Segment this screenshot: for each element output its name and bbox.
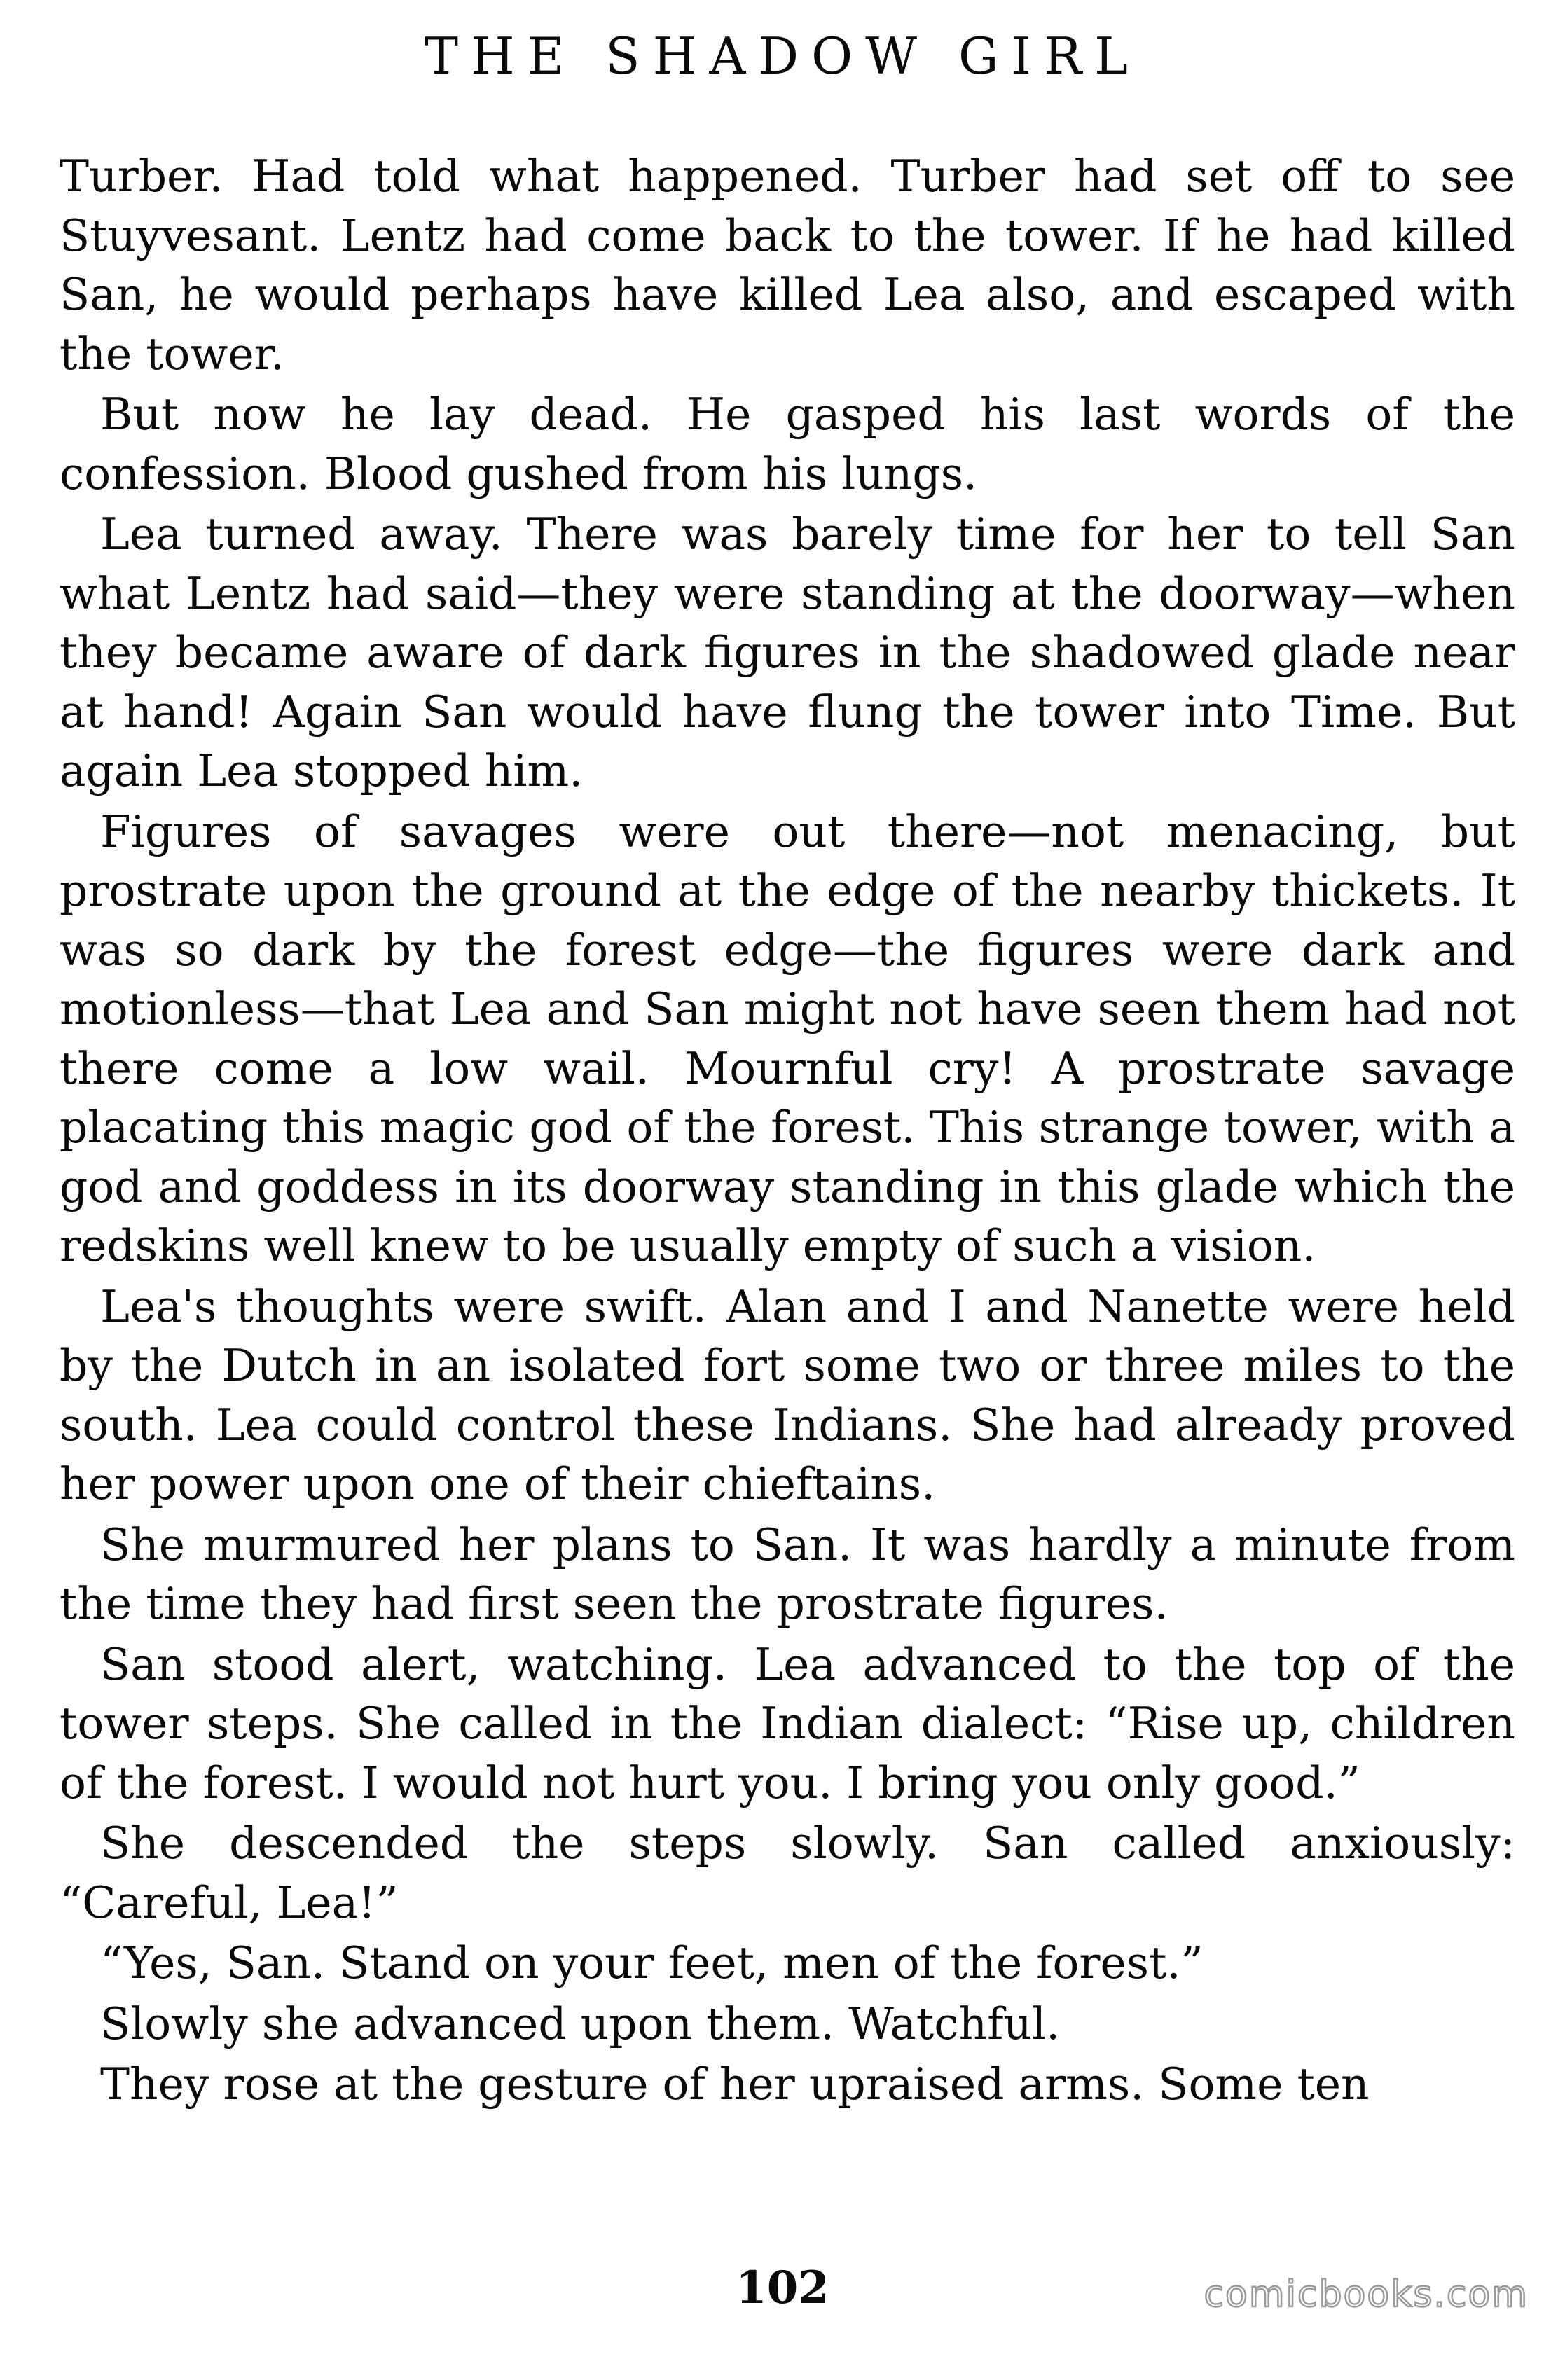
paragraph: She descended the steps slowly. San called anxiously: “Careful, Lea!” — [60, 1818, 1515, 1928]
paragraph: Slowly she advanced upon them. Watchful. — [100, 1998, 1061, 2049]
watermark-logo: comicbooks.com — [1204, 2274, 1529, 2316]
paragraph: Figures of savages were out there—not menacing, but prostrate upon the ground at the edge of the nearby thickets. It was so dark by the forest edge—the figures were dark and motionless—that Lea and San might not have seen them had not there come a low wail. Mournful cry! A prostrate savage placating this magic god of the forest. This strange tower, with a god and goddess in its doorway standing in this glade which the redskins well knew to be usually empty of such a vision. — [60, 805, 1515, 1271]
paragraph: She murmured her plans to San. It was hardly a minute from the time they had first seen the prostrate figures. — [60, 1518, 1515, 1629]
page-number: 102 — [736, 2262, 829, 2314]
paragraph: Lea's thoughts were swift. Alan and I and Nanette were held by the Dutch in an isolated fort some two or three miles to the south. Lea could control these Indians. She had already proved her power upon one of their chieftains. — [60, 1280, 1515, 1509]
paragraph: Lea turned away. There was barely time for her to tell San what Lentz had said—they were standing at the doorway—when they became aware of dark figures in the shadowed glade near at hand! Again San would have flung the tower into Time. But again Lea stopped him. — [60, 508, 1515, 796]
paragraph: San stood alert, watching. Lea advanced to the top of the tower steps. She called in the Indian dialect: “Rise up, children of the forest. I would not hurt you. I bring you only good.” — [60, 1638, 1515, 1808]
paragraph: “Yes, San. Stand on your feet, men of the forest.” — [100, 1937, 1204, 1988]
paragraph: They rose at the gesture of her upraised arms. Some ten — [100, 2059, 1370, 2110]
body-text — [60, 147, 1515, 2262]
running-head: THE SHADOW GIRL — [425, 27, 1140, 85]
paragraph: But now he lay dead. He gasped his last words of the confession. Blood gushed from his lungs. — [60, 389, 1515, 499]
paragraph: Turber. Had told what happened. Turber had set off to see Stuyvesant. Lentz had come back to the tower. If he had killed San, he would perhaps have killed Lea also, and escaped with the tower. — [60, 151, 1515, 380]
